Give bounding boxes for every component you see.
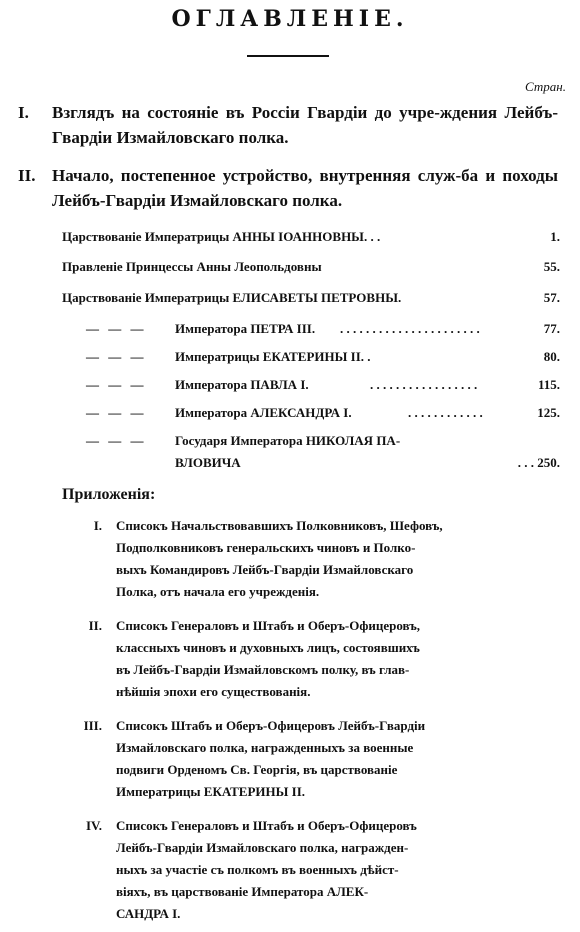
section-text: Начало, постепенное устройство, внутренняя служ-ба и походы Лейбъ-Гвардіи Измайловскаго полка. (52, 166, 558, 210)
toc-entry-continuation[interactable] (0, 452, 580, 476)
toc-entry-text: Царствованіе Императрицы ЕЛИСАВЕТЫ ПЕТРОВНЫ. (62, 290, 402, 305)
appendix-text: Списокъ Штабъ и Оберъ-Офицеровъ Лейбъ-Гвардіи Измайловскаго полка, награжденныхъ за военные подвиги Орденомъ Св. Георгія, въ царствованіе Императрицы ЕКАТЕРИНЫ II. (116, 718, 426, 799)
section-1 (18, 100, 558, 150)
appendix-number: I. (93, 518, 102, 533)
toc-ditto-dash: — — — (86, 405, 147, 420)
toc-leader: . . . . . . . . . . . . (408, 405, 483, 420)
appendix-item[interactable] (62, 715, 540, 803)
appendix-text: Списокъ Генераловъ и Штабъ и Оберъ-Офицеровъ Лейбъ-Гвардіи Измайловскаго полка, награжден- ныхъ за участіе съ полкомъ въ военныхъ дѣйст- віяхъ, въ царствованіе Императора АЛЕК- САНДРА I. (116, 818, 417, 921)
toc-entry[interactable] (0, 226, 580, 250)
toc-entry-text: Императора ПЕТРА III. (175, 321, 316, 336)
page-column-label: Стран. (525, 79, 566, 94)
toc-entry[interactable] (0, 402, 580, 426)
appendix-text: Списокъ Начальствовавшихъ Полковниковъ, Шефовъ, Подполковниковъ генеральскихъ чиновъ и Полко- выхъ Командировъ Лейбъ-Гвардіи Измайловскаго Полка, отъ начала его учрежденія. (116, 518, 443, 599)
toc-entry-page: 1. (550, 229, 560, 244)
toc-entry[interactable] (0, 430, 580, 454)
toc-ditto-dash: — — — (86, 321, 147, 336)
appendix-number: II. (88, 618, 102, 633)
appendix-number: III. (83, 718, 102, 733)
toc-entry-text: Императора ПАВЛА I. (175, 377, 309, 392)
toc-entry-text: Царствованіе Императрицы АННЫ ІОАННОВНЫ. . . (62, 229, 381, 244)
appendix-number: IV. (85, 818, 102, 833)
toc-entry-text: Императрицы ЕКАТЕРИНЫ II. . (175, 349, 371, 364)
toc-entry-page: 80. (543, 349, 560, 364)
toc-entry-text: Государя Императора НИКОЛАЯ ПА- (175, 433, 401, 448)
toc-entry[interactable] (0, 256, 580, 280)
toc-entry-text: ВЛОВИЧА (175, 455, 241, 470)
toc-entry-page: 115. (537, 377, 560, 392)
toc-entry-text: Императора АЛЕКСАНДРА I. (175, 405, 352, 420)
title-rule (247, 55, 329, 57)
toc-entry-page: 77. (543, 321, 560, 336)
appendix-item[interactable] (62, 615, 540, 703)
appendix-heading: Приложенія: (62, 486, 156, 503)
toc-entry[interactable] (0, 287, 580, 311)
toc-entry-text: Правленіе Принцессы Анны Леопольдовны (62, 259, 322, 274)
toc-leader: . . . . . . . . . . . . . . . . . (370, 377, 478, 392)
toc-entry-page: 55. (543, 259, 560, 274)
section-number: I. (18, 103, 29, 122)
toc-ditto-dash: — — — (86, 377, 147, 392)
toc-ditto-dash: — — — (86, 349, 147, 364)
toc-entry-page: 57. (543, 290, 560, 305)
toc-ditto-dash: — — — (86, 433, 147, 448)
toc-leader: . . . . . . . . . . . . . . . . . . . . . . (340, 321, 480, 336)
page-title: ОГЛАВЛЕНІЕ. (171, 6, 409, 32)
toc-entry[interactable] (0, 318, 580, 342)
appendix-item[interactable] (62, 815, 540, 925)
toc-entry[interactable] (0, 374, 580, 398)
appendix-text: Списокъ Генераловъ и Штабъ и Оберъ-Офицеровъ, классныхъ чиновъ и духовныхъ лицъ, состоявшихъ въ Лейбъ-Гвардіи Измайловскомъ полку, въ глав- нѣйшія эпохи его существованія. (116, 618, 421, 699)
toc-entry-page: . . . 250. (517, 455, 560, 470)
toc-entry-page: 125. (537, 405, 560, 420)
section-2 (18, 163, 558, 213)
section-number: II. (18, 166, 36, 185)
appendix-item[interactable] (62, 515, 540, 603)
section-text: Взглядъ на состояніе въ Россіи Гвардіи до учре-ждения Лейбъ-Гвардіи Измайловскаго полка. (52, 103, 558, 147)
toc-entry[interactable] (0, 346, 580, 370)
